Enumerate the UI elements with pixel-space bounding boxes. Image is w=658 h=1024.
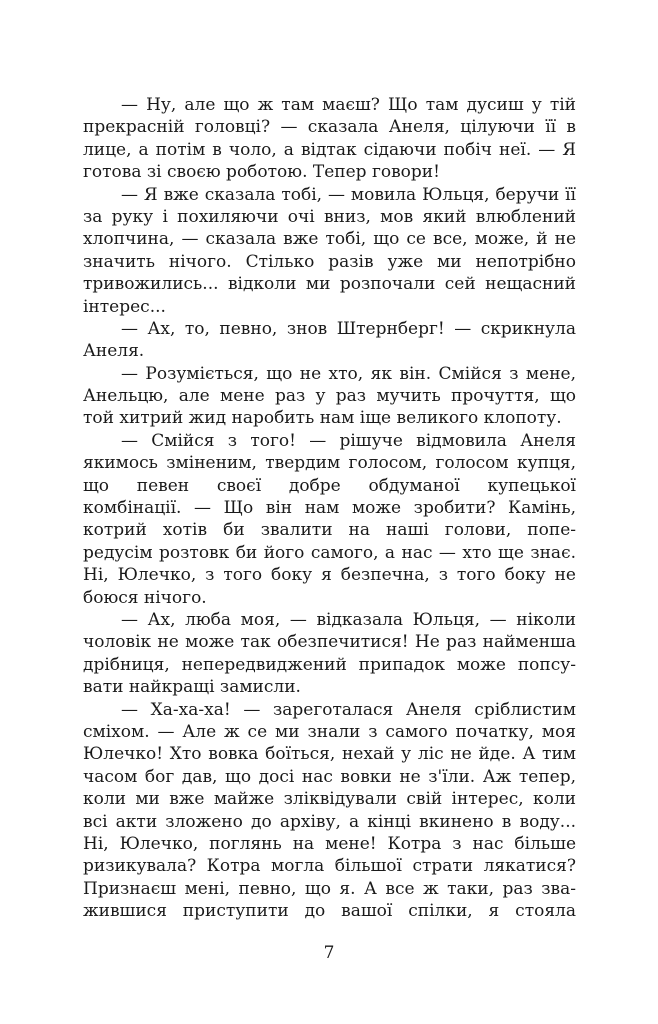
text-line: дрібниця, непередвиджений припадок може попсу- xyxy=(83,654,576,675)
text-line: ризикувала? Котра могла більшої страти лякатися? xyxy=(83,856,576,877)
text-line: комбінації. — Що він нам може зробити? Камінь, xyxy=(83,498,576,519)
text-line: боюся нічого. xyxy=(83,587,207,608)
text-line: вати найкращі замисли. xyxy=(83,677,301,698)
text-line: Признаєш мені, певно, що я. А все ж таки, раз зва- xyxy=(83,878,576,899)
paragraph xyxy=(83,318,576,363)
paragraph xyxy=(83,363,576,430)
text-line: коли ми вже майже зліквідували свій інтерес, коли xyxy=(83,789,576,810)
text-line: часом бог дав, що досі нас вовки не з'їли. Аж тепер, xyxy=(83,766,576,787)
text-line: — Ха-ха-ха! — зареготалася Анеля сріблистим xyxy=(121,699,576,720)
text-line: значить нічого. Стілько разів уже ми непотрібно xyxy=(83,251,576,272)
text-line: Юлечко! Хто вовка боїться, нехай у ліс не йде. А тим xyxy=(83,744,576,765)
text-line: — Смійся з того! — рішуче відмовила Анеля xyxy=(121,430,576,451)
text-line: Анельцю, але мене раз у раз мучить прочуття, що xyxy=(83,386,576,407)
text-line: редусім розтовк би його самого, а нас — хто ще знає. xyxy=(83,542,576,563)
text-line: той хитрий жид наробить нам іще великого клопоту. xyxy=(83,408,562,429)
text-line: всі акти зложено до архіву, а кінці вкинено в воду... xyxy=(83,811,576,832)
text-line: що певен своєї добре обдуманої купецької xyxy=(83,475,576,496)
text-line: Анеля. xyxy=(83,341,145,362)
text-line: — Розуміється, що не хто, як він. Смійся з мене, xyxy=(121,363,576,384)
text-line: — Я вже сказала тобі, — мовила Юльця, беручи її xyxy=(121,184,576,205)
text-line: сміхом. — Але ж се ми знали з самого початку, моя xyxy=(83,721,576,742)
text-line: чоловік не може так обезпечитися! Не раз найменша xyxy=(83,632,576,653)
text-line: котрий хотів би звалити на наші голови, попе- xyxy=(83,520,576,541)
text-line: тривожились... відколи ми розпочали сей нещасний xyxy=(83,274,576,295)
paragraph xyxy=(83,184,576,318)
page-body xyxy=(83,94,576,922)
text-line: — Ах, люба моя, — відказала Юльця, — ніколи xyxy=(121,609,576,630)
paragraph xyxy=(83,94,576,184)
text-line: жившися приступити до вашої спілки, я стояла xyxy=(83,901,576,922)
text-line: прекрасній головці? — сказала Анеля, цілуючи її в xyxy=(83,117,576,138)
paragraph xyxy=(83,430,576,609)
text-line: інтерес... xyxy=(83,296,166,317)
text-line: — Ну, але що ж там маєш? Що там дусиш у тій xyxy=(121,95,576,115)
text-line: — Ах, то, певно, знов Штернберг! — скрикнула xyxy=(121,318,576,339)
text-line: хлопчина, — сказала вже тобі, що се все, може, й не xyxy=(83,229,576,250)
paragraph xyxy=(83,699,576,923)
text-line: якимось зміненим, твердим голосом, голосом купця, xyxy=(83,453,576,474)
text-line: Ні, Юлечко, з того боку я безпечна, з того боку не xyxy=(83,565,576,586)
text-line: Ні, Юлечко, поглянь на мене! Котра з нас більше xyxy=(83,833,576,854)
page-number: 7 xyxy=(323,943,335,963)
text-line: за руку і похиляючи очі вниз, мов який влюблений xyxy=(83,206,576,227)
text-line: лице, а потім в чоло, а відтак сідаючи побіч неї. — Я xyxy=(83,139,576,160)
paragraph xyxy=(83,609,576,699)
text-line: готова зі своєю роботою. Тепер говори! xyxy=(83,162,440,183)
